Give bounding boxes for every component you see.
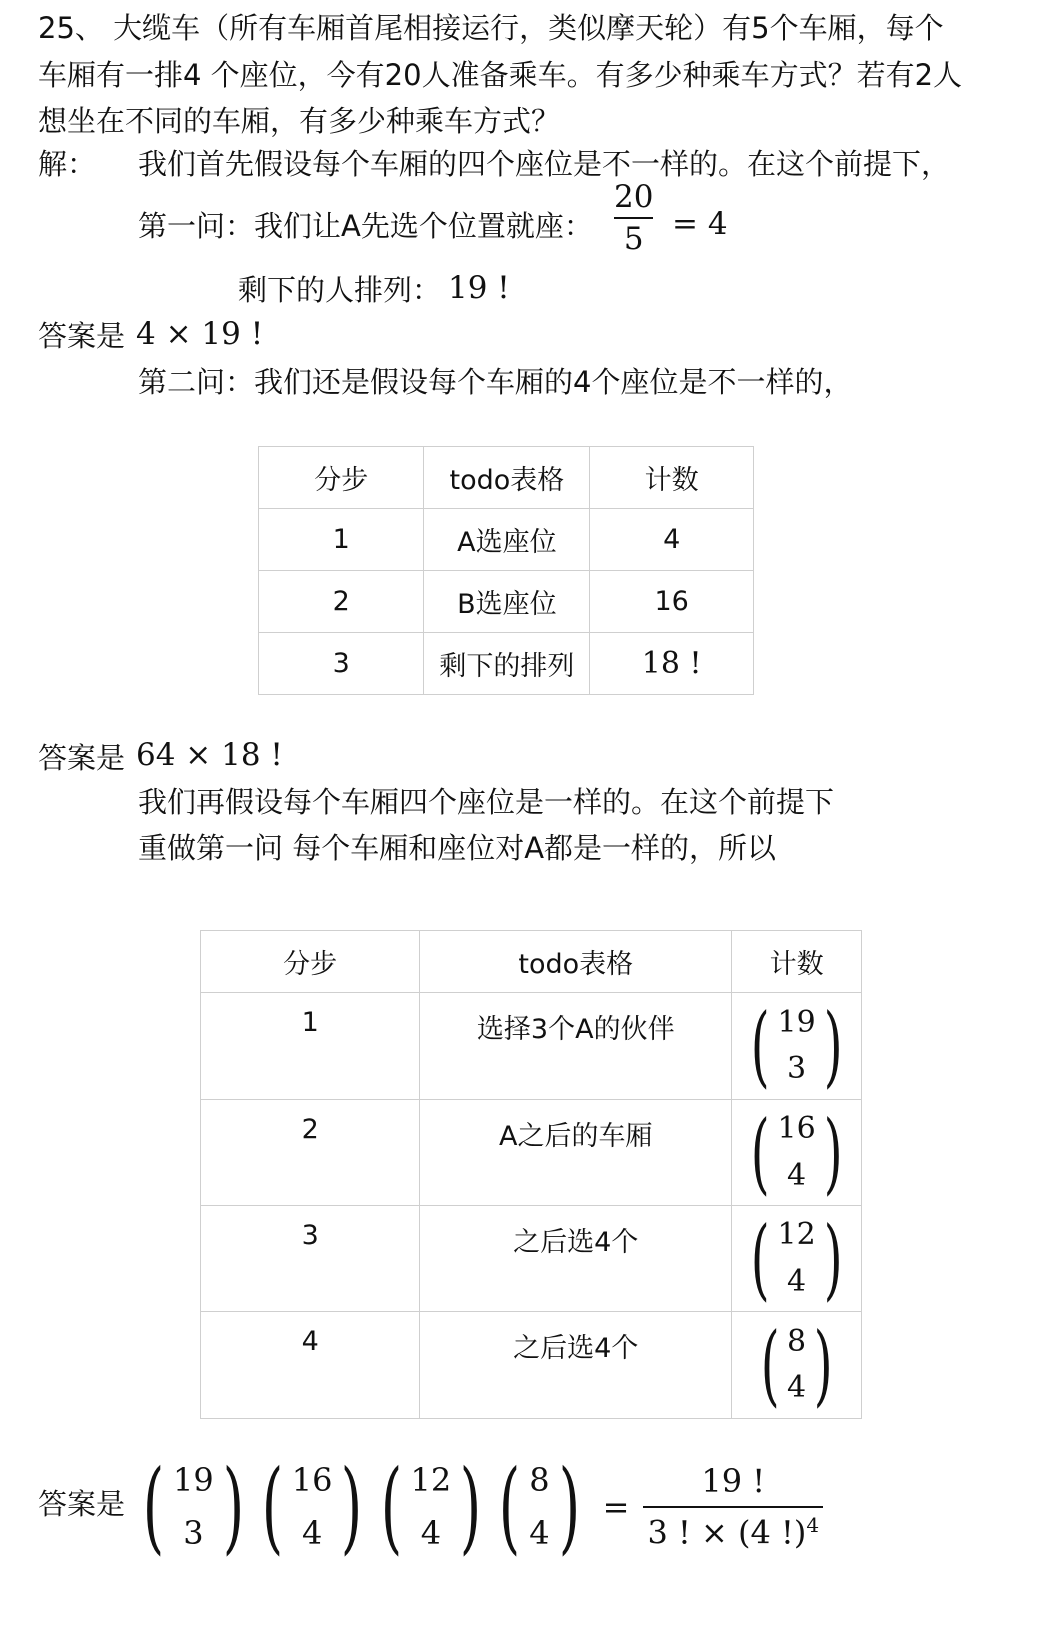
binom-k: 3 bbox=[183, 1514, 204, 1552]
table-2-count bbox=[732, 1206, 862, 1312]
binom-k: 4 bbox=[787, 1157, 807, 1193]
left-paren: ( bbox=[499, 1448, 521, 1565]
binom-k: 4 bbox=[301, 1514, 323, 1552]
table-2-count bbox=[732, 1312, 862, 1419]
fraction-bar bbox=[614, 217, 653, 219]
right-paren: ) bbox=[813, 1313, 833, 1416]
redo-line-2: 重做第一问 每个车厢和座位对A都是一样的，所以 bbox=[138, 831, 777, 865]
left-paren: ( bbox=[750, 994, 770, 1097]
binom-n: 8 bbox=[787, 1323, 807, 1359]
binom-n: 19 bbox=[173, 1461, 214, 1500]
table-2-step: 4 bbox=[201, 1312, 420, 1419]
left-paren: ( bbox=[261, 1448, 283, 1565]
binom-n: 16 bbox=[777, 1111, 816, 1146]
binom-n: 8 bbox=[529, 1461, 550, 1500]
left-paren: ( bbox=[380, 1448, 402, 1565]
final-answer-label: 答案是 bbox=[38, 1487, 126, 1521]
table-2-step: 2 bbox=[201, 1100, 420, 1206]
binomial bbox=[372, 1448, 491, 1565]
table-1-step: 1 bbox=[259, 509, 424, 571]
table-2-desc: 选择3个A的伙伴 bbox=[420, 993, 732, 1100]
final-denominator: 3 ! × (4 !)$^4$ bbox=[647, 1512, 820, 1552]
table-1-desc: A选座位 bbox=[424, 509, 590, 571]
table-row bbox=[259, 509, 754, 571]
table-1 bbox=[258, 446, 754, 695]
answer-1-label: 答案是 bbox=[38, 319, 126, 353]
table-2-count bbox=[732, 1100, 862, 1206]
left-paren: ( bbox=[750, 1206, 770, 1310]
exponent: 4 bbox=[806, 1512, 820, 1537]
final-fraction bbox=[643, 1463, 823, 1551]
table-1-count: 4 bbox=[590, 509, 754, 571]
problem-line-2: 车厢有一排4 个座位，今有20人准备乘车。有多少种乘车方式？若有2人 bbox=[38, 58, 963, 92]
problem-line-1: 25、 大缆车（所有车厢首尾相接运行，类似摩天轮）有5个车厢，每个 bbox=[38, 11, 944, 45]
table-2-step: 3 bbox=[201, 1206, 420, 1312]
table-2-count bbox=[732, 993, 862, 1100]
binom-k: 4 bbox=[787, 1263, 807, 1299]
answer-2-label: 答案是 bbox=[38, 741, 126, 775]
table-1-header-step: 分步 bbox=[259, 447, 424, 509]
fraction-bar bbox=[643, 1506, 823, 1508]
left-paren: ( bbox=[142, 1448, 165, 1565]
equals-sign: = bbox=[602, 1487, 630, 1526]
table-1-count: 18 ! bbox=[590, 633, 754, 695]
right-paren: ) bbox=[558, 1448, 580, 1565]
remaining-value: 19 ! bbox=[448, 270, 510, 306]
binomial bbox=[253, 1448, 372, 1565]
table-2-desc: 之后选4个 bbox=[420, 1206, 732, 1312]
right-paren: ) bbox=[823, 1100, 843, 1204]
final-binomials bbox=[134, 1448, 823, 1565]
table-1-header-desc: todo表格 bbox=[424, 447, 590, 509]
binom-n: 12 bbox=[410, 1461, 452, 1500]
right-paren: ) bbox=[222, 1448, 244, 1565]
table-2-step: 1 bbox=[201, 993, 420, 1100]
q1-result: = 4 bbox=[672, 206, 728, 242]
remaining-text: 剩下的人排列： bbox=[238, 273, 442, 307]
table-1-header-count: 计数 bbox=[590, 447, 754, 509]
q1-denominator: 5 bbox=[623, 221, 644, 258]
table-1-count: 16 bbox=[590, 571, 754, 633]
binom-n: 12 bbox=[777, 1217, 816, 1252]
binomial bbox=[743, 1206, 850, 1310]
binom-k: 4 bbox=[787, 1370, 807, 1405]
table-2-desc: A之后的车厢 bbox=[420, 1100, 732, 1206]
table-row bbox=[259, 633, 754, 695]
table-1-header-row bbox=[259, 447, 754, 509]
right-paren: ) bbox=[823, 994, 843, 1097]
binom-n: 19 bbox=[777, 1004, 816, 1040]
binomial bbox=[743, 1100, 850, 1204]
binomial bbox=[743, 994, 850, 1097]
binom-k: 4 bbox=[529, 1514, 550, 1552]
answer-2-value: 64 × 18 ! bbox=[136, 737, 283, 773]
left-paren: ( bbox=[760, 1313, 780, 1416]
table-2-header-count: 计数 bbox=[732, 931, 862, 993]
answer-1-value: 4 × 19 ! bbox=[136, 316, 264, 352]
right-paren: ) bbox=[460, 1448, 482, 1565]
right-paren: ) bbox=[823, 1206, 843, 1310]
table-2-desc: 之后选4个 bbox=[420, 1312, 732, 1419]
table-1-desc: 剩下的排列 bbox=[424, 633, 590, 695]
final-numerator: 19 ! bbox=[701, 1461, 766, 1500]
table-2-header-step: 分步 bbox=[201, 931, 420, 993]
problem-line-3: 想坐在不同的车厢，有多少种乘车方式？ bbox=[38, 104, 561, 138]
binomial bbox=[490, 1448, 588, 1565]
q1-fraction bbox=[614, 180, 653, 256]
table-row bbox=[259, 571, 754, 633]
table-2-header-row bbox=[201, 931, 862, 993]
table-row bbox=[201, 1206, 862, 1312]
q1-numerator: 20 bbox=[614, 179, 654, 215]
binom-k: 3 bbox=[787, 1051, 807, 1086]
binom-n: 16 bbox=[291, 1461, 333, 1500]
question-2-text: 第二问：我们还是假设每个车厢的4个座位是不一样的， bbox=[138, 365, 853, 399]
binomial bbox=[134, 1448, 253, 1565]
table-row bbox=[201, 993, 862, 1100]
binomial bbox=[753, 1313, 841, 1416]
table-1-desc: B选座位 bbox=[424, 571, 590, 633]
solution-label: 解： bbox=[38, 147, 97, 181]
redo-line-1: 我们再假设每个车厢四个座位是一样的。在这个前提下 bbox=[138, 785, 835, 819]
table-1-step: 3 bbox=[259, 633, 424, 695]
binom-k: 4 bbox=[420, 1514, 442, 1552]
right-paren: ) bbox=[341, 1448, 363, 1565]
table-2-header-desc: todo表格 bbox=[420, 931, 732, 993]
table-row bbox=[201, 1100, 862, 1206]
question-1-text: 第一问：我们让A先选个位置就座： bbox=[138, 209, 593, 243]
left-paren: ( bbox=[750, 1100, 770, 1204]
solution-intro: 我们首先假设每个车厢的四个座位是不一样的。在这个前提下， bbox=[138, 147, 951, 181]
table-1-step: 2 bbox=[259, 571, 424, 633]
table-row bbox=[201, 1312, 862, 1419]
table-2 bbox=[200, 930, 862, 1419]
